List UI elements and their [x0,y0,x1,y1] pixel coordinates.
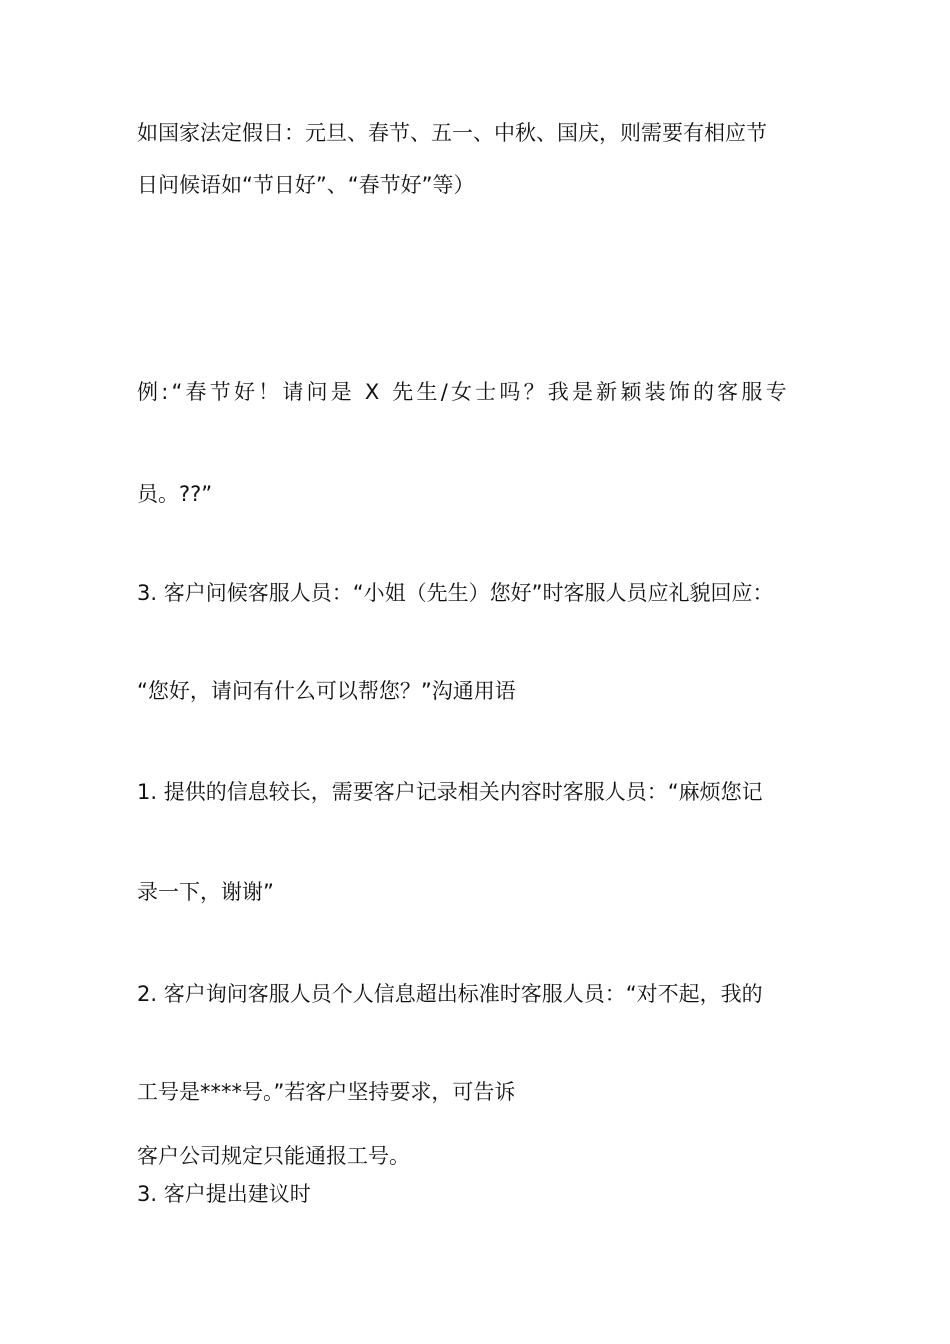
text-line: 录一下，谢谢” [137,880,274,904]
text-line: 如国家法定假日：元旦、春节、五一、中秋、国庆，则需要有相应节 [137,121,767,145]
text-line: 工号是****号。”若客户坚持要求，可告诉 [137,1080,516,1104]
text-line: 客户公司规定只能通报工号。 [137,1144,410,1168]
text-line: 1. 提供的信息较长，需要客户记录相关内容时客服人员：“麻烦您记 [137,780,763,804]
text-line: 员。??” [137,482,213,506]
text-line: “您好，请问有什么可以帮您？”沟通用语 [137,679,516,703]
text-line: 3. 客户问候客服人员：“小姐（先生）您好”时客服人员应礼貌回应： [137,581,774,605]
text-line: 例:“春节好！请问是 X 先生/女士吗？我是新颖装饰的客服专 [137,380,790,404]
text-line: 2. 客户询问客服人员个人信息超出标准时客服人员：“对不起，我的 [137,982,763,1006]
text-line: 3. 客户提出建议时 [137,1182,311,1206]
text-line: 日问候语如“节日好”、“春节好”等） [137,173,475,197]
